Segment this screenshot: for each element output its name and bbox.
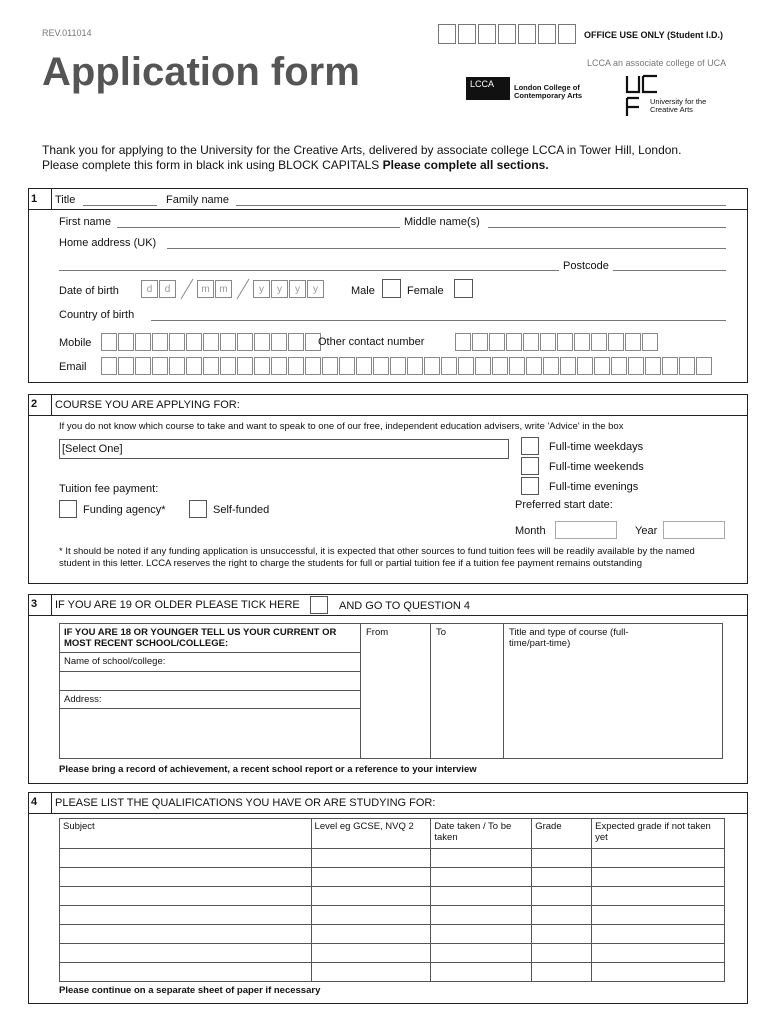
go-to-q4: AND GO TO QUESTION 4 bbox=[339, 600, 471, 612]
course-select[interactable]: [Select One] bbox=[59, 439, 509, 459]
section-4 bbox=[28, 792, 748, 1004]
table-row[interactable] bbox=[60, 925, 725, 944]
country-label: Country of birth bbox=[59, 309, 135, 321]
full-time-weekends-label: Full-time weekends bbox=[549, 461, 644, 473]
month-field[interactable] bbox=[555, 521, 617, 539]
funding-agency-checkbox[interactable] bbox=[59, 500, 77, 518]
year-label: Year bbox=[635, 525, 658, 537]
associate-note: LCCA an associate college of UCA bbox=[587, 58, 727, 68]
lcca-logo: LCCA bbox=[466, 77, 510, 100]
full-time-evenings-checkbox[interactable] bbox=[521, 477, 539, 495]
student-id-boxes[interactable] bbox=[438, 24, 578, 44]
table-row[interactable] bbox=[60, 849, 725, 868]
section-4-title: PLEASE LIST THE QUALIFICATIONS YOU HAVE OR ARE STUDYING FOR: bbox=[55, 797, 436, 809]
funding-agency-label: Funding agency* bbox=[83, 504, 166, 516]
section-2-number: 2 bbox=[31, 398, 38, 410]
intro-text: Thank you for applying to the University for the Creative Arts, delivered by associate college LCCA in Tower Hill, London. Please complete this form in black ink using BLOCK CAPITALS Please complete all sections. bbox=[42, 143, 682, 172]
section-1 bbox=[28, 188, 748, 383]
mobile-label: Mobile bbox=[59, 337, 92, 349]
level-header: Level eg GCSE, NVQ 2 bbox=[311, 819, 431, 849]
home-address-label: Home address (UK) bbox=[59, 237, 157, 249]
funding-note: * It should be noted if any funding application is unsuccessful, it is expected that other sources to fund tuition fees will be readily available by the named student in this letter. LCCA reserves the right to charge the students for full or partial tuition fee if a tuition fee payment remains outstanding bbox=[59, 546, 695, 569]
country-field[interactable] bbox=[151, 320, 726, 321]
other-contact-label: Other contact number bbox=[318, 336, 425, 348]
full-time-weekends-checkbox[interactable] bbox=[521, 457, 539, 475]
over-19-checkbox[interactable] bbox=[310, 596, 328, 614]
section-3-number: 3 bbox=[31, 598, 38, 610]
section-4-number: 4 bbox=[31, 796, 38, 808]
email-label: Email bbox=[59, 361, 87, 373]
section-2-title: COURSE YOU ARE APPLYING FOR: bbox=[55, 399, 240, 411]
section-3-footer: Please bring a record of achievement, a recent school report or a reference to your interview bbox=[59, 764, 477, 775]
section-3-title: IF YOU ARE 19 OR OLDER PLEASE TICK HERE bbox=[55, 599, 300, 611]
slash-icon bbox=[235, 278, 251, 300]
male-checkbox[interactable] bbox=[382, 279, 401, 298]
school-header: IF YOU ARE 18 OR YOUNGER TELL US YOUR CURRENT OR MOST RECENT SCHOOL/COLLEGE: bbox=[64, 627, 337, 649]
family-name-field[interactable] bbox=[236, 205, 726, 206]
male-label: Male bbox=[351, 285, 375, 297]
uca-name: University for the Creative Arts bbox=[650, 97, 707, 114]
female-checkbox[interactable] bbox=[454, 279, 473, 298]
school-table bbox=[59, 623, 723, 759]
title-label: Title bbox=[55, 194, 76, 206]
dob-label: Date of birth bbox=[59, 285, 119, 297]
subject-header: Subject bbox=[60, 819, 312, 849]
year-field[interactable] bbox=[663, 521, 725, 539]
qualifications-table bbox=[59, 818, 725, 982]
revision-code: REV.011014 bbox=[42, 28, 92, 38]
self-funded-checkbox[interactable] bbox=[189, 500, 207, 518]
course-header: Title and type of course (full-time/part-time) bbox=[509, 627, 629, 649]
first-name-label: First name bbox=[59, 216, 111, 228]
table-row[interactable] bbox=[60, 944, 725, 963]
postcode-field[interactable] bbox=[613, 270, 726, 271]
tuition-label: Tuition fee payment: bbox=[59, 483, 159, 495]
dob-year-boxes[interactable]: y y y y bbox=[253, 280, 325, 298]
mobile-boxes[interactable] bbox=[101, 333, 322, 351]
month-label: Month bbox=[515, 525, 546, 537]
section-3 bbox=[28, 594, 748, 784]
family-name-label: Family name bbox=[166, 194, 229, 206]
office-use-label: OFFICE USE ONLY (Student I.D.) bbox=[584, 30, 724, 40]
school-name-label: Name of school/college: bbox=[64, 656, 166, 667]
home-address-field[interactable] bbox=[167, 248, 726, 249]
page-title: Application form bbox=[42, 50, 360, 94]
title-field[interactable] bbox=[83, 205, 157, 206]
home-address-field-2[interactable] bbox=[59, 270, 559, 271]
grade-header: Grade bbox=[532, 819, 592, 849]
full-time-weekdays-label: Full-time weekdays bbox=[549, 441, 644, 453]
from-header: From bbox=[366, 627, 389, 638]
start-date-label: Preferred start date: bbox=[515, 499, 613, 511]
expected-header: Expected grade if not taken yet bbox=[592, 819, 725, 849]
other-contact-boxes[interactable] bbox=[455, 333, 659, 351]
postcode-label: Postcode bbox=[563, 260, 609, 272]
school-address-label: Address: bbox=[64, 694, 102, 705]
table-row[interactable] bbox=[60, 963, 725, 982]
full-time-weekdays-checkbox[interactable] bbox=[521, 437, 539, 455]
table-row[interactable] bbox=[60, 906, 725, 925]
middle-names-label: Middle name(s) bbox=[404, 216, 480, 228]
table-row[interactable] bbox=[60, 887, 725, 906]
lcca-name: London College of Contemporary Arts bbox=[514, 83, 583, 100]
to-header: To bbox=[436, 627, 447, 638]
date-header: Date taken / To be taken bbox=[431, 819, 532, 849]
female-label: Female bbox=[407, 285, 444, 297]
email-boxes[interactable] bbox=[101, 357, 713, 375]
full-time-evenings-label: Full-time evenings bbox=[549, 481, 639, 493]
dob-day-boxes[interactable]: d d bbox=[141, 280, 177, 298]
section-4-footer: Please continue on a separate sheet of paper if necessary bbox=[59, 985, 321, 996]
advice-note: If you do not know which course to take and want to speak to one of our free, independent education advisers, write 'Advice' in the box bbox=[59, 421, 624, 432]
self-funded-label: Self-funded bbox=[213, 504, 270, 516]
first-name-field[interactable] bbox=[117, 227, 400, 228]
section-2 bbox=[28, 394, 748, 584]
section-1-number: 1 bbox=[31, 193, 38, 205]
dob-month-boxes[interactable]: m m bbox=[197, 280, 233, 298]
middle-names-field[interactable] bbox=[488, 227, 726, 228]
table-row[interactable] bbox=[60, 868, 725, 887]
slash-icon bbox=[179, 278, 195, 300]
